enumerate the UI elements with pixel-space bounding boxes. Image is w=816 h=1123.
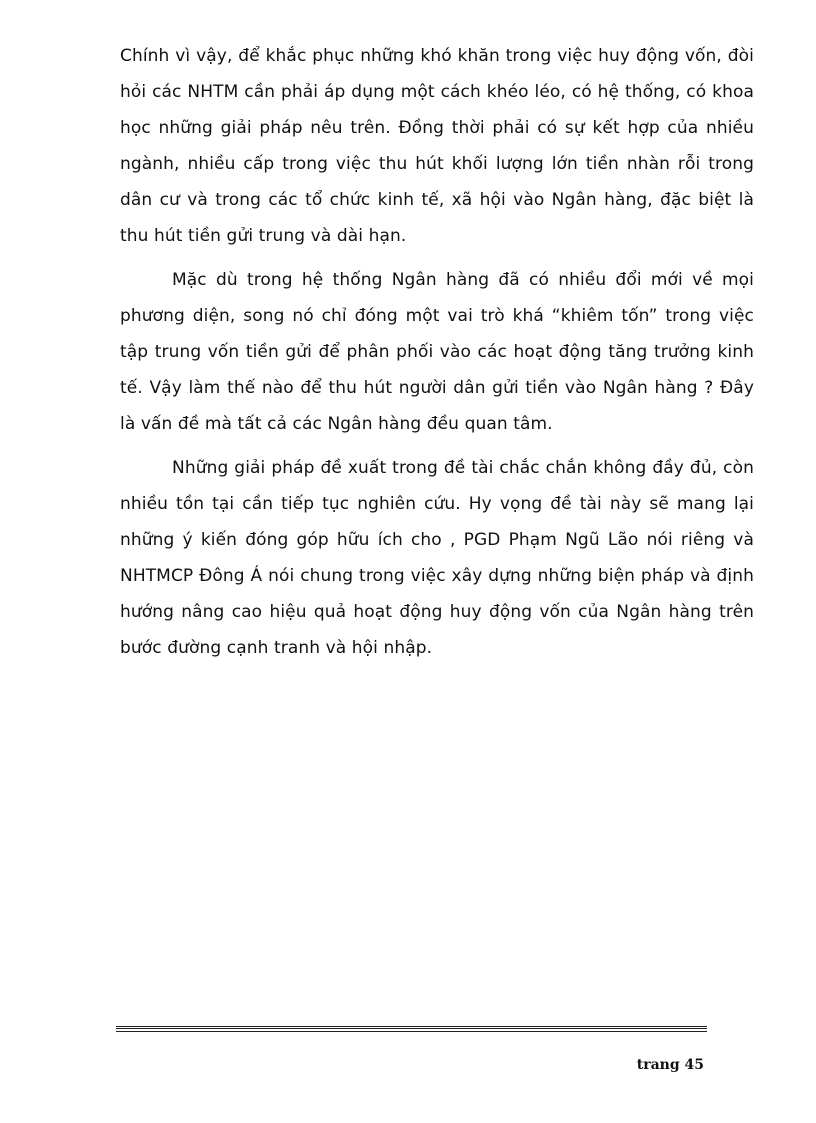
- paragraph-1: Chính vì vậy, để khắc phục những khó khăn trong việc huy động vốn, đòi hỏi các NHTM cần phải áp dụng một cách khéo léo, có hệ thống, có khoa học những giải pháp nêu trên. Đồng thời phải có sự kết hợp của nhiều ngành, nhiều cấp trong việc thu hút khối lượng lớn tiền nhàn rỗi trong dân cư và trong các tổ chức kinh tế, xã hội vào Ngân hàng, đặc biệt là thu hút tiền gửi trung và dài hạn.: [120, 46, 754, 246]
- page-number-value: 45: [684, 1057, 704, 1073]
- footer-divider: [116, 1026, 707, 1032]
- page-label: trang: [636, 1057, 680, 1073]
- paragraph-2: Mặc dù trong hệ thống Ngân hàng đã có nhiều đổi mới về mọi phương diện, song nó chỉ đóng một vai trò khá “khiêm tốn” trong việc tập trung vốn tiền gửi để phân phối vào các hoạt động tăng trưởng kinh tế. Vậy làm thế nào để thu hút người dân gửi tiền vào Ngân hàng ? Đây là vấn đề mà tất cả các Ngân hàng đều quan tâm.: [120, 270, 754, 434]
- page-number: [637, 1057, 704, 1073]
- body-text: [120, 38, 754, 666]
- paragraph-3: Những giải pháp đề xuất trong đề tài chắc chắn không đầy đủ, còn nhiều tồn tại cần tiếp tục nghiên cứu. Hy vọng đề tài này sẽ mang lại những ý kiến đóng góp hữu ích cho , PGD Phạm Ngũ Lão nói riêng và NHTMCP Đông Á nói chung trong việc xây dựng những biện pháp và định hướng nâng cao hiệu quả hoạt động huy động vốn của Ngân hàng trên bước đường cạnh tranh và hội nhập.: [120, 458, 754, 658]
